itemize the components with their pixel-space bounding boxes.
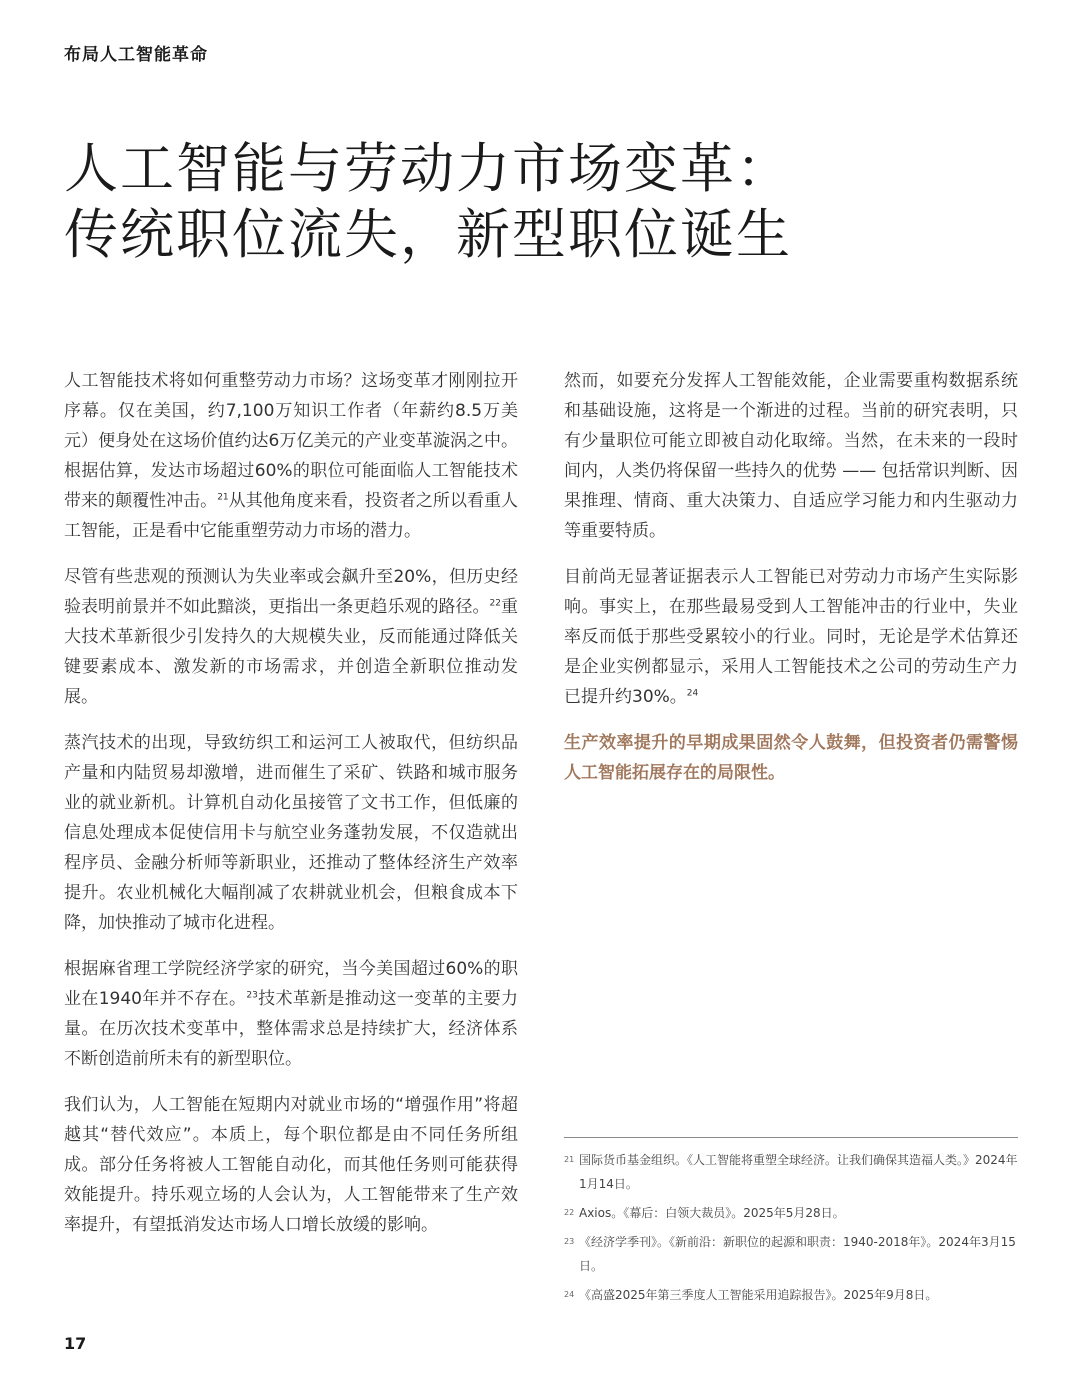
paragraph-7: 目前尚无显著证据表示人工智能已对劳动力市场产生实际影响。事实上，在那些最易受到人工智能冲击的行业中，失业率反而低于那些受累较小的行业。同时，无论是学术估算还是企业实例都显示，采用人工智能技术之公司的劳动生产力已提升约30%。$^{24}$ (564, 567, 1018, 707)
title-line-1: 人工智能与劳动力市场变革： (64, 137, 792, 200)
footnote-text: 《高盛2025年第三季度人工智能采用追踪报告》。2025年9月8日。 (579, 1288, 938, 1302)
footnote-number: 21 (564, 1155, 575, 1164)
section-label: 布局人工智能革命 (64, 45, 208, 65)
footnote (564, 1148, 1018, 1196)
right-column (564, 366, 1018, 804)
pull-quote: 生产效率提升的早期成果固然令人鼓舞，但投资者仍需警惕人工智能拓展存在的局限性。 (564, 733, 1018, 783)
footnote-text: 《经济学季刊》。《新前沿：新职位的起源和职责：1940-2018年》。2024年3月15日。 (579, 1235, 1016, 1273)
footnote-ref-23[interactable]: 23 (246, 990, 258, 1001)
paragraph-2: 尽管有些悲观的预测认为失业率或会飙升至20%，但历史经验表明前景并不如此黯淡，更指出一条更趋乐观的路径。$^{22}$重大技术革新很少引发持久的大规模失业，反而能通过降低关键要素成本、激发新的市场需求，并创造全新职位推动发展。 (64, 567, 519, 707)
title-line-2: 传统职位流失，新型职位诞生 (64, 203, 792, 266)
page-number: 17 (64, 1334, 87, 1353)
footnote-ref-22[interactable]: 22 (489, 598, 501, 609)
footnote-ref-24[interactable]: 24 (686, 688, 699, 699)
footnote (564, 1201, 1018, 1225)
footnote-number: 23 (564, 1237, 575, 1246)
footnote-text: Axios。《幕后：白领大裁员》。2025年5月28日。 (579, 1206, 845, 1220)
footnote-ref-21[interactable]: 21 (217, 492, 229, 503)
page-title (64, 136, 1024, 268)
footnote-number: 22 (564, 1208, 575, 1217)
footnote (564, 1283, 1018, 1307)
paragraph-4: 根据麻省理工学院经济学家的研究，当今美国超过60%的职业在1940年并不存在。$^{23}$技术革新是推动这一变革的主要力量。在历次技术变革中，整体需求总是持续扩大，经济体系不断创造前所未有的新型职位。 (64, 959, 519, 1069)
paragraph-1: 人工智能技术将如何重整劳动力市场？这场变革才刚刚拉开序幕。仅在美国，约7,100万知识工作者（年薪约8.5万美元）便身处在这场价值约达6万亿美元的产业变革漩涡之中。根据估算，发达市场超过60%的职位可能面临人工智能技术带来的颠覆性冲击。$^{21}$从其他角度来看，投资者之所以看重人工智能，正是看中它能重塑劳动力市场的潜力。 (64, 371, 519, 541)
paragraph-6: 然而，如要充分发挥人工智能效能，企业需要重构数据系统和基础设施，这将是一个渐进的过程。当前的研究表明，只有少量职位可能立即被自动化取缔。当然，在未来的一段时间内，人类仍将保留一些持久的优势 —— 包括常识判断、因果推理、情商、重大决策力、自适应学习能力和内生驱动力等重要特质。 (564, 371, 1018, 541)
paragraph-5: 我们认为，人工智能在短期内对就业市场的“增强作用”将超越其“替代效应”。本质上，每个职位都是由不同任务所组成。部分任务将被人工智能自动化，而其他任务则可能获得效能提升。持乐观立场的人会认为，人工智能带来了生产效率提升，有望抵消发达市场人口增长放缓的影响。 (64, 1095, 518, 1235)
left-column (64, 366, 518, 1256)
footnote-number: 24 (564, 1290, 575, 1299)
paragraph-3: 蒸汽技术的出现，导致纺织工和运河工人被取代，但纺织品产量和内陆贸易却激增，进而催生了采矿、铁路和城市服务业的就业新机。计算机自动化虽接管了文书工作，但低廉的信息处理成本促使信用卡与航空业务蓬勃发展，不仅造就出程序员、金融分析师等新职业，还推动了整体经济生产效率提升。农业机械化大幅削减了农耕就业机会，但粮食成本下降，加快推动了城市化进程。 (64, 733, 518, 933)
footnote-text: 国际货币基金组织。《人工智能将重塑全球经济。让我们确保其造福人类。》2024年1月14日。 (579, 1153, 1018, 1191)
footnote (564, 1230, 1018, 1278)
footnotes (564, 1137, 1018, 1312)
